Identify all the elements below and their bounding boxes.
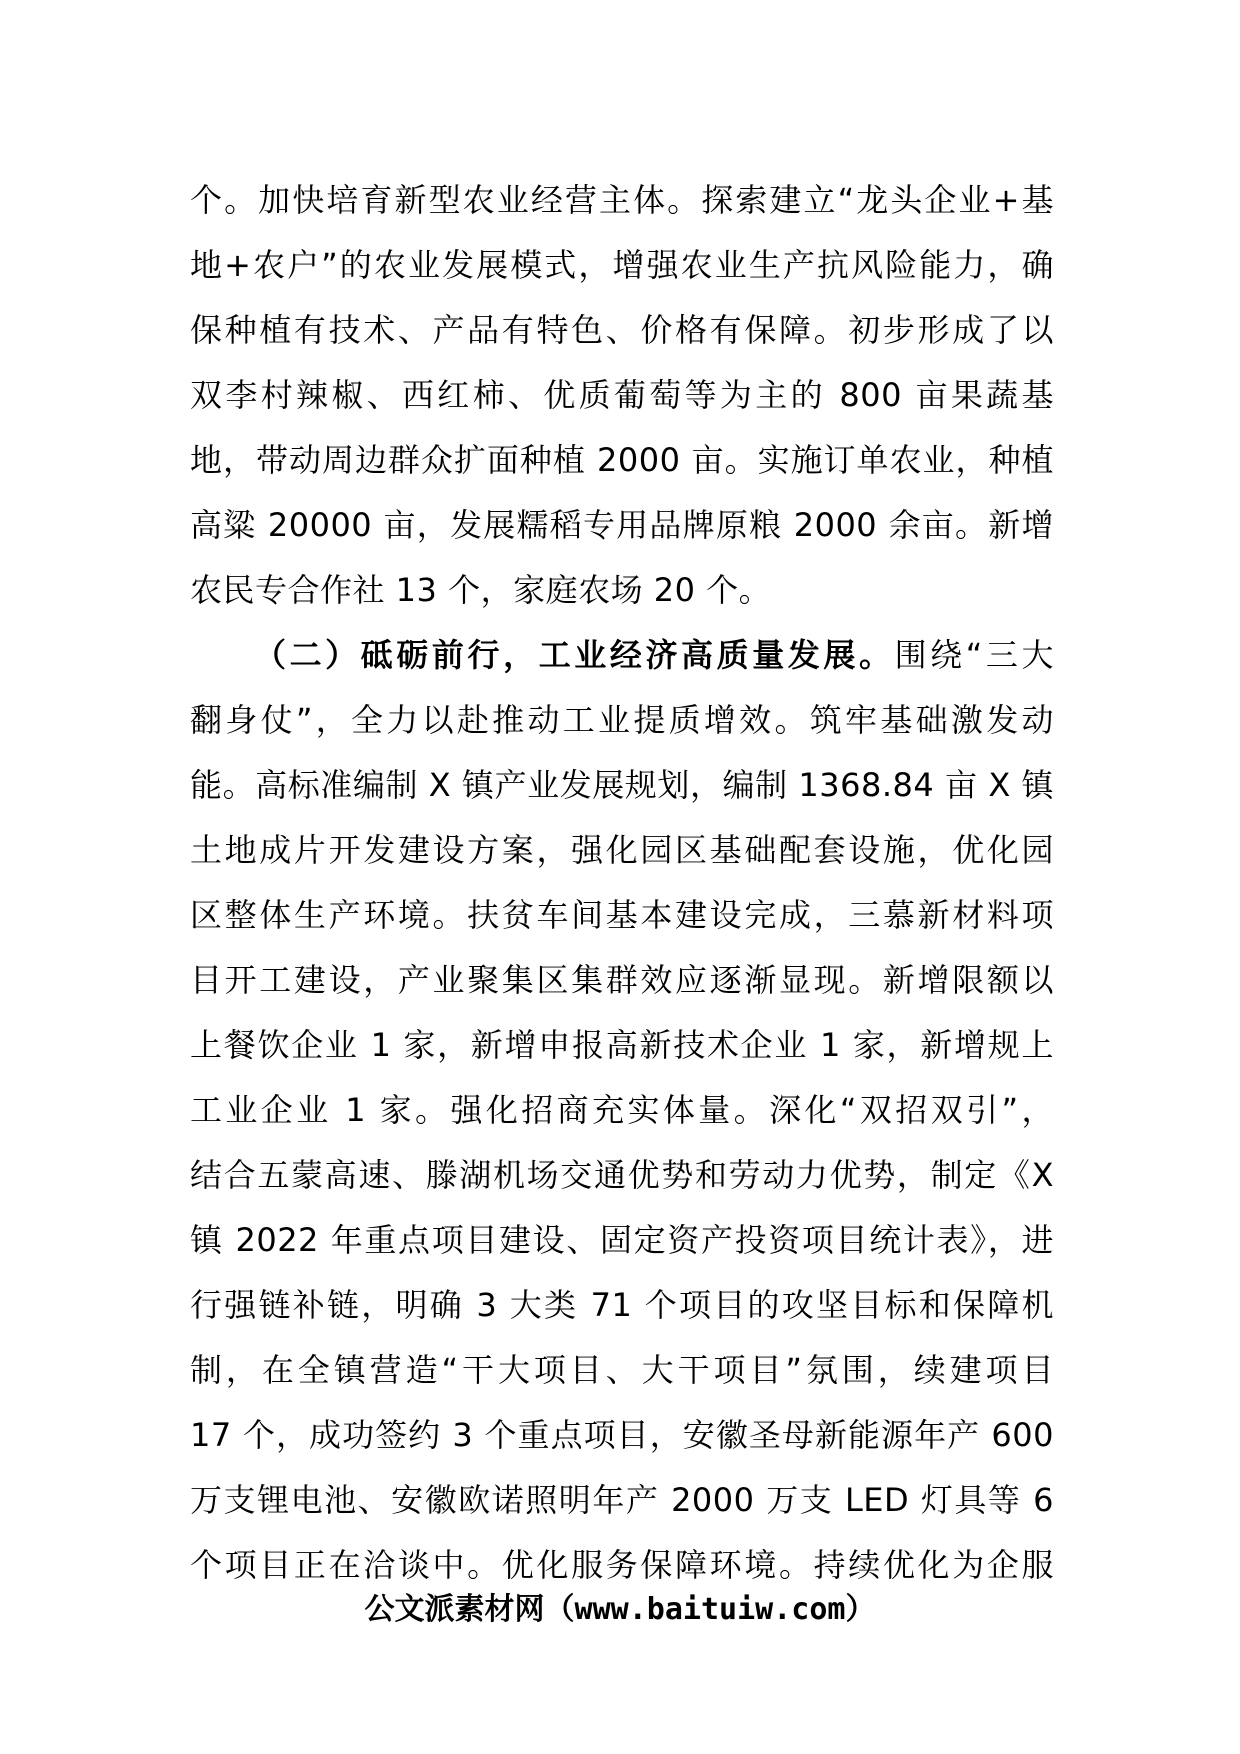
text-line: 保种植有技术、产品有特色、价格有保障。初步形成了以 — [190, 311, 1054, 349]
text-line: 双李村辣椒、西红柿、优质葡萄等为主的 800 亩果蔬基 — [190, 376, 1054, 414]
text-line: 翻身仗”，全力以赴推动工业提质增效。筑牢基础激发动 — [190, 701, 1054, 739]
text-line: 制，在全镇营造“干大项目、大干项目”氛围，续建项目 — [190, 1351, 1054, 1389]
text-line: 个项目正在洽谈中。优化服务保障环境。持续优化为企服 — [190, 1546, 1054, 1584]
text-line: 区整体生产环境。扶贫车间基本建设完成，三慕新材料项 — [190, 896, 1054, 934]
text-line: 地，带动周边群众扩面种植 2000 亩。实施订单农业，种植 — [190, 441, 1054, 479]
paragraph-agriculture — [190, 168, 1054, 623]
text-line: 高粱 20000 亩，发展糯稻专用品牌原粮 2000 余亩。新增 — [190, 506, 1054, 544]
text-line: 土地成片开发建设方案，强化园区基础配套设施，优化园 — [190, 831, 1054, 869]
text-line: 结合五蒙高速、滕湖机场交通优势和劳动力优势，制定《X — [190, 1156, 1054, 1194]
text-line — [190, 623, 1054, 688]
text-line: 目开工建设，产业聚集区集群效应逐渐显现。新增限额以 — [190, 961, 1054, 999]
text-line: 上餐饮企业 1 家，新增申报高新技术企业 1 家，新增规上 — [190, 1026, 1054, 1064]
document-body — [190, 168, 1054, 1598]
text-line: 17 个，成功签约 3 个重点项目，安徽圣母新能源年产 600 — [190, 1416, 1054, 1454]
text-line: 农民专合作社 13 个，家庭农场 20 个。 — [190, 571, 772, 609]
text-line: 能。高标准编制 X 镇产业发展规划，编制 1368.84 亩 X 镇 — [190, 766, 1054, 804]
section-heading: （二）砥砺前行，工业经济高质量发展。 — [254, 636, 895, 674]
text-line: 行强链补链，明确 3 大类 71 个项目的攻坚目标和保障机 — [190, 1286, 1054, 1324]
heading-line-rest: 围绕“三大 — [894, 636, 1054, 674]
text-line: 万支锂电池、安徽欧诺照明年产 2000 万支 LED 灯具等 6 — [190, 1481, 1054, 1519]
text-line: 地+农户”的农业发展模式，增强农业生产抗风险能力，确 — [190, 246, 1054, 284]
text-line: 工业企业 1 家。强化招商充实体量。深化“双招双引”， — [190, 1091, 1054, 1129]
text-line: 镇 2022 年重点项目建设、固定资产投资项目统计表》，进 — [190, 1221, 1054, 1259]
text-line: 个。加快培育新型农业经营主体。探索建立“龙头企业+基 — [190, 181, 1054, 219]
paragraph-industry — [190, 623, 1054, 1598]
footer-watermark-text: 公文派素材网（www.baituiw.com） — [364, 1592, 876, 1627]
